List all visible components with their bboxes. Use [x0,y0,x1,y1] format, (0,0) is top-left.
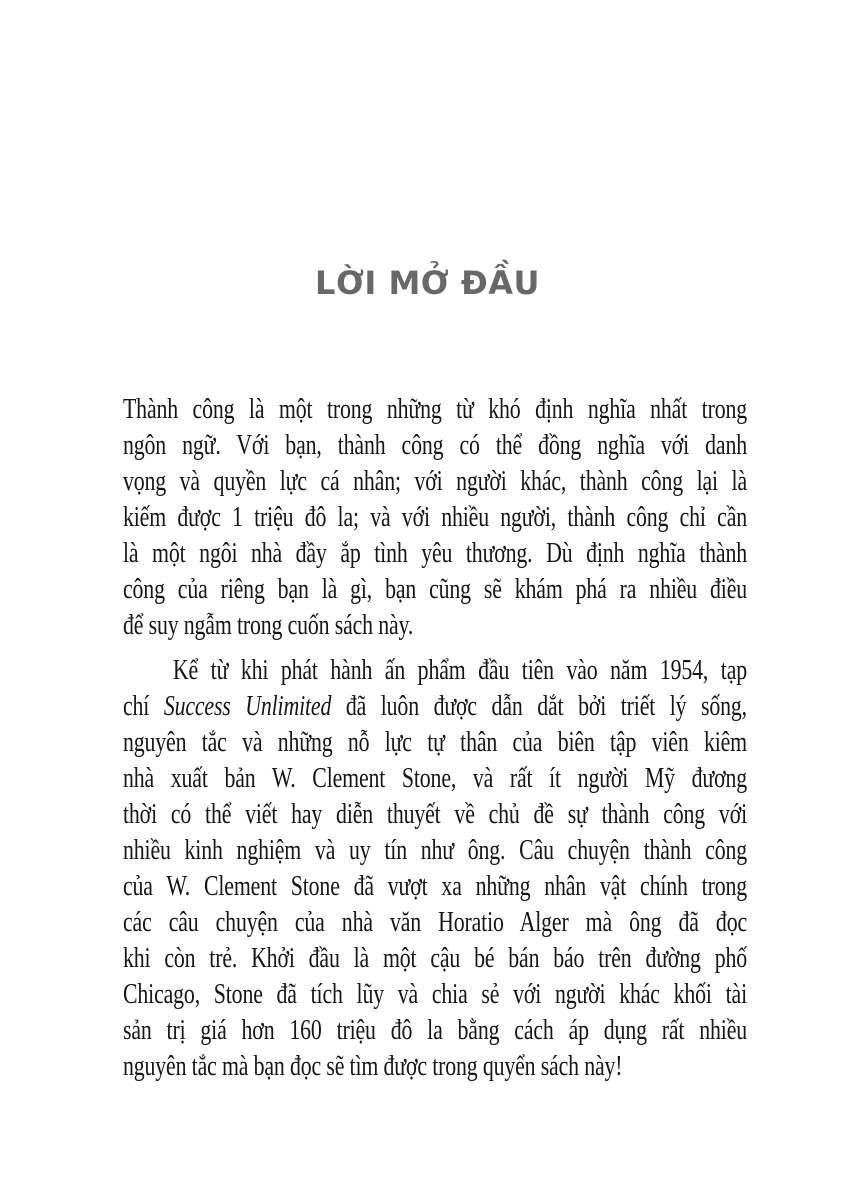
body-paragraphs [123,392,747,1085]
text-line [123,761,747,797]
text-line [123,941,747,977]
text-line [123,392,747,428]
text-segment: nguyên tắc mà bạn đọc sẽ tìm được trong quyển sách này! [123,1051,623,1082]
text-line [123,1013,747,1049]
text-segment: là một ngôi nhà đầy ắp tình yêu thương. Dù định nghĩa thành [123,538,747,569]
page-title: LỜI MỞ ĐẦU [315,264,540,302]
text-line [123,725,747,761]
text-segment: các câu chuyện của nhà văn Horatio Alger mà ông đã đọc [123,907,747,938]
text-line [123,869,747,905]
text-line [123,536,747,572]
text-line [123,977,747,1013]
text-segment: sản trị giá hơn 160 triệu đô la bằng cách áp dụng rất nhiều [123,1015,747,1046]
text-segment: nhiều kinh nghiệm và uy tín như ông. Câu chuyện thành công [123,835,747,866]
text-segment: thời có thể viết hay diễn thuyết về chủ đề sự thành công với [123,799,747,830]
text-segment: của W. Clement Stone đã vượt xa những nhân vật chính trong [123,871,747,902]
text-segment: công của riêng bạn là gì, bạn cũng sẽ khám phá ra nhiều điều [123,574,747,605]
text-line [123,905,747,941]
text-segment: kiếm được 1 triệu đô la; và với nhiều người, thành công chỉ cần [123,502,747,533]
text-segment: Thành công là một trong những từ khó định nghĩa nhất trong [123,394,747,425]
text-line [123,608,747,644]
text-segment: Kể từ khi phát hành ấn phẩm đầu tiên vào năm 1954, tạp [172,655,748,686]
text-segment: đã luôn được dẫn dắt bởi triết lý sống, [331,691,747,722]
text-segment: ngôn ngữ. Với bạn, thành công có thể đồng nghĩa với danh [123,430,747,461]
text-segment: vọng và quyền lực cá nhân; với người khác, thành công lại là [123,466,747,497]
text-line [123,797,747,833]
text-line [123,572,747,608]
text-line [123,428,747,464]
text-segment: khi còn trẻ. Khởi đầu là một cậu bé bán báo trên đường phố [123,943,747,974]
text-line [123,500,747,536]
text-segment: Chicago, Stone đã tích lũy và chia sẻ với người khác khối tài [123,979,747,1010]
text-segment: nguyên tắc và những nỗ lực tự thân của biên tập viên kiêm [123,727,747,758]
text-line [123,689,747,725]
text-line [123,464,747,500]
paragraph [123,392,747,644]
text-segment: nhà xuất bản W. Clement Stone, và rất ít người Mỹ đương [123,763,747,794]
paragraph [123,653,747,1085]
text-segment: chí [123,691,164,722]
text-segment: để suy ngẫm trong cuốn sách này. [123,610,414,641]
text-line [123,653,747,689]
italic-text: Success Unlimited [163,691,332,722]
text-line [123,833,747,869]
text-line [123,1049,747,1085]
